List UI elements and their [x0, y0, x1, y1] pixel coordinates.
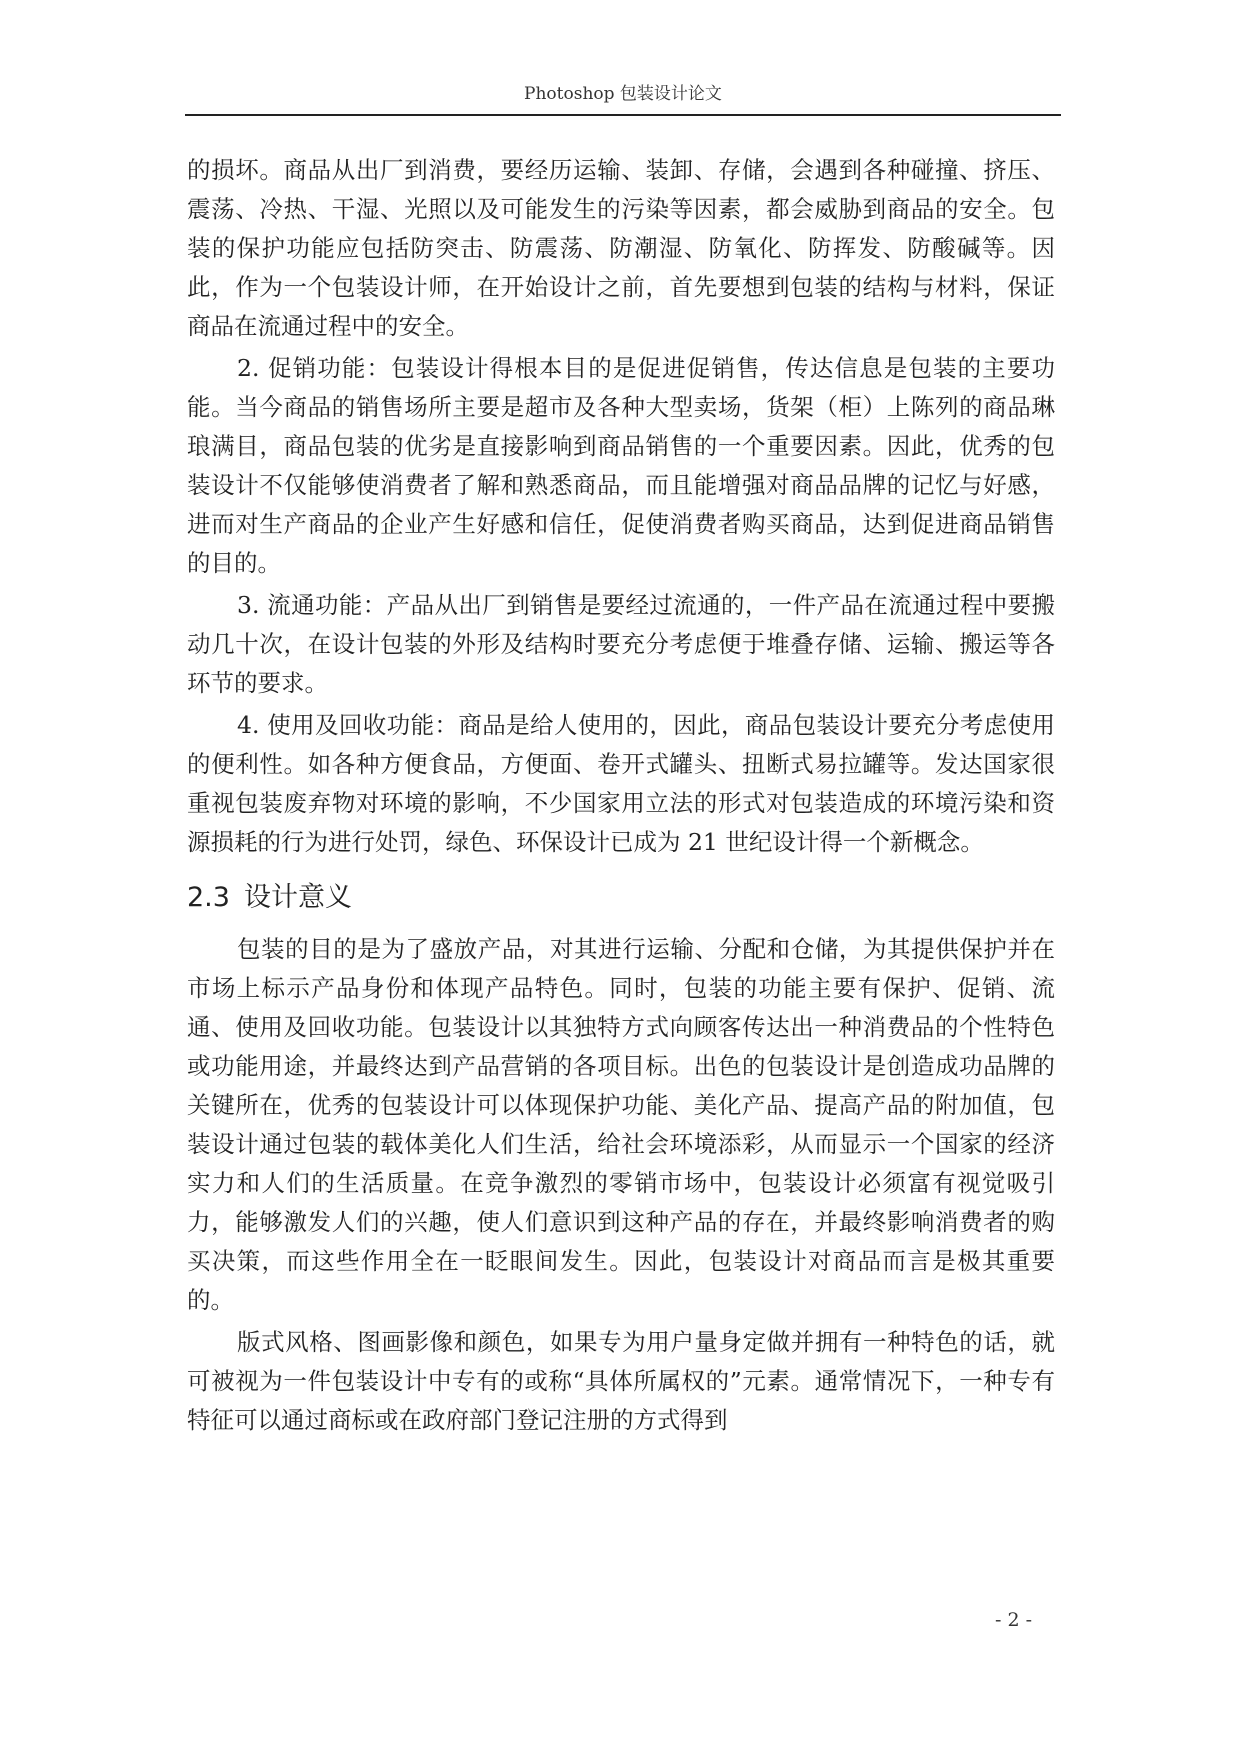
page-header-title: Photoshop 包装设计论文 — [524, 84, 722, 104]
paragraph-usage-recycling-function: 4. 使用及回收功能：商品是给人使用的，因此，商品包装设计要充分考虑使用的便利性。如各种方便食品，方便面、卷开式罐头、扭断式易拉罐等。发达国家很重视包装废弃物对环境的影响，不少国家用立法的形式对包装造成的环境污染和资源损耗的行为进行处罚，绿色、环保设计已成为 21 世纪设计得一个新概念。 — [187, 711, 1055, 856]
section-title: 设计意义 — [243, 882, 352, 913]
paragraph-design-meaning-1: 包装的目的是为了盛放产品，对其进行运输、分配和仓储，为其提供保护并在市场上标示产品身份和体现产品特色。同时，包装的功能主要有保护、促销、流通、使用及回收功能。包装设计以其独特方式向顾客传达出一种消费品的个性特色或功能用途，并最终达到产品营销的各项目标。出色的包装设计是创造成功品牌的关键所在，优秀的包装设计可以体现保护功能、美化产品、提高产品的附加值，包装设计通过包装的载体美化人们生活，给社会环境添彩，从而显示一个国家的经济实力和人们的生活质量。在竞争激烈的零销市场中，包装设计必须富有视觉吸引力，能够激发人们的兴趣，使人们意识到这种产品的存在，并最终影响消费者的购买决策，而这些作用全在一眨眼间发生。因此，包装设计对商品而言是极其重要的。 — [187, 935, 1055, 1314]
header-divider — [185, 114, 1061, 116]
section-heading — [187, 878, 1055, 918]
paragraph-design-meaning-2: 版式风格、图画影像和颜色，如果专为用户量身定做并拥有一种特色的话，就可被视为一件包装设计中专有的或称“具体所属权的”元素。通常情况下，一种专有特征可以通过商标或在政府部门登记注册的方式得到 — [187, 1328, 1055, 1434]
section-number: 2.3 — [187, 882, 230, 913]
page-number: - 2 - — [995, 1609, 1033, 1631]
paragraph-promotion-function: 2. 促销功能：包装设计得根本目的是促进促销售，传达信息是包装的主要功能。当今商品的销售场所主要是超市及各种大型卖场，货架（柜）上陈列的商品琳琅满目，商品包装的优劣是直接影响到商品销售的一个重要因素。因此，优秀的包装设计不仅能够使消费者了解和熟悉商品，而且能增强对商品品牌的记忆与好感，进而对生产商品的企业产生好感和信任，促使消费者购买商品，达到促进商品销售的目的。 — [187, 354, 1055, 577]
paragraph-protection-continued: 的损坏。商品从出厂到消费，要经历运输、装卸、存储，会遇到各种碰撞、挤压、震荡、冷热、干湿、光照以及可能发生的污染等因素，都会威胁到商品的安全。包装的保护功能应包括防突击、防震荡、防潮湿、防氧化、防挥发、防酸碱等。因此，作为一个包装设计师，在开始设计之前，首先要想到包装的结构与材料，保证商品在流通过程中的安全。 — [187, 156, 1055, 340]
paragraph-circulation-function: 3. 流通功能：产品从出厂到销售是要经过流通的，一件产品在流通过程中要搬动几十次，在设计包装的外形及结构时要充分考虑便于堆叠存储、运输、搬运等各环节的要求。 — [187, 591, 1055, 697]
page-content — [187, 151, 1055, 1440]
